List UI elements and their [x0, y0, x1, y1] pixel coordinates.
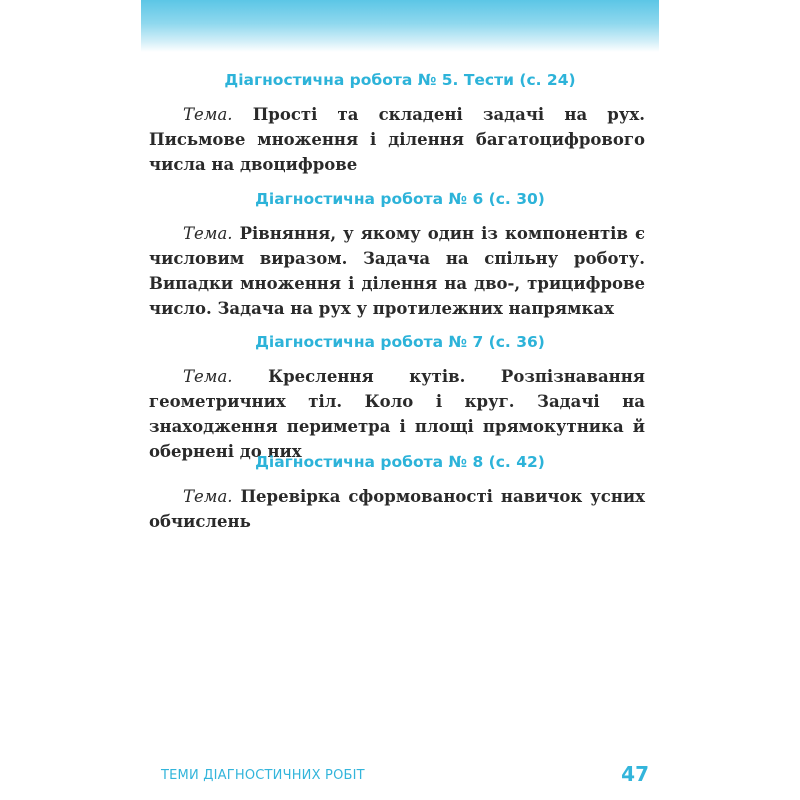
topic-label: Тема.: [183, 224, 233, 243]
section-title: Діагностична робота № 6 (с. 30): [255, 190, 545, 208]
section-diagnostic-7: [141, 332, 659, 464]
book-page: [141, 0, 659, 800]
section-diagnostic-6: [141, 189, 659, 321]
section-body: [149, 221, 645, 321]
topic-label: Тема.: [183, 487, 233, 506]
section-diagnostic-5: [141, 70, 659, 177]
footer-running-title: ТЕМИ ДІАГНОСТИЧНИХ РОБІТ: [161, 768, 365, 783]
topic-text: Рівняння, у якому один із компонентів є числовим виразом. Задача на спільну роботу. Випадки множення і ділення на дво-, трицифрове число. Задача на рух у протилежних напрямках: [149, 224, 645, 318]
topic-label: Тема.: [183, 105, 233, 124]
page-number: 47: [621, 762, 649, 786]
topic-text: Креслення кутів. Розпізнавання геометричних тіл. Коло і круг. Задачі на знаходження периметра і площі прямокутника й обернені до них: [149, 367, 645, 461]
header-gradient-band: [141, 0, 659, 52]
section-title: Діагностична робота № 8 (с. 42): [255, 453, 545, 471]
topic-label: Тема.: [183, 367, 233, 386]
section-title: Діагностична робота № 7 (с. 36): [255, 333, 545, 351]
topic-text: Прості та складені задачі на рух. Письмове множення і ділення багатоцифрового числа на двоцифрове: [149, 105, 645, 174]
topic-text: Перевірка сформованості навичок усних обчислень: [149, 487, 645, 531]
section-diagnostic-8: [141, 452, 659, 534]
section-body: [149, 102, 645, 177]
section-body: [149, 364, 645, 464]
section-title: Діагностична робота № 5. Тести (с. 24): [224, 71, 576, 89]
section-body: [149, 484, 645, 534]
